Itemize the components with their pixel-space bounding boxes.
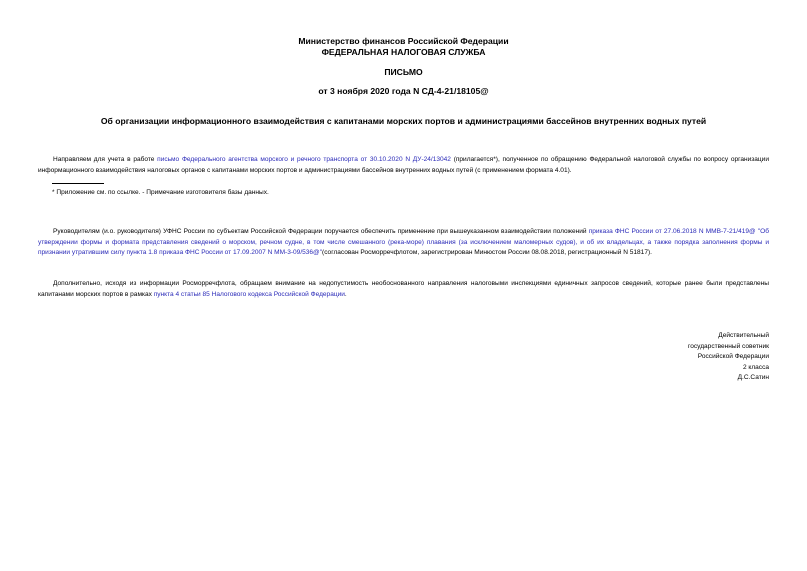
paragraph-3-text-a: Дополнительно, исходя из информации Росморречфлота, обращаем внимание на недопустимость необоснованного направления налоговыми инспекциями единичных запросов сведений, которые ранее были представлены капитанами морских портов в рамках: [38, 280, 769, 298]
ministry-name: Министерство финансов Российской Федерации: [298, 36, 509, 46]
paragraph-1: [38, 155, 769, 176]
signature-line-3: Российской Федерации: [697, 353, 769, 361]
signatory-name: Д.С.Сатин: [737, 374, 769, 382]
paragraph-2-text-b: (согласован Росморречфлотом, зарегистрирован Минюстом России 08.08.2018, регистрационный N 51817).: [322, 249, 652, 257]
signature-line-4: 2 класса: [742, 363, 769, 371]
footnote-separator: [52, 183, 104, 184]
paragraph-3: [38, 279, 769, 300]
tax-code-link[interactable]: пункта 4 статьи 85 Налогового кодекса Российской Федерации: [153, 290, 345, 298]
paragraph-1-text-b: (прилагается*), полученное по обращению Федеральной налоговой службы по вопросу организации информационного взаимодействия налоговых органов с капитанами морских портов и администрациями бассейнов внутренних водных путей (с применением формата 4.01).: [38, 156, 769, 174]
letter-link[interactable]: письмо Федерального агентства морского и речного транспорта от 30.10.2020 N ДУ-24/13042: [157, 156, 451, 163]
paragraph-1-text-a: Направляем для учета в работе: [53, 156, 158, 163]
signature-block: [688, 331, 769, 384]
signature-line-2: государственный советник: [688, 342, 769, 350]
paragraph-3-text-b: .: [344, 290, 347, 298]
signature-line-1: Действительный: [718, 332, 769, 339]
document-subject: Об организации информационного взаимодействия с капитанами морских портов и администрациями бассейнов внутренних водных путей: [100, 116, 707, 126]
service-name: ФЕДЕРАЛЬНАЯ НАЛОГОВАЯ СЛУЖБА: [321, 47, 486, 57]
document-type: ПИСЬМО: [384, 67, 423, 77]
paragraph-2-text-a: Руководителям (и.о. руководителя) УФНС России по субъектам Российской Федерации поручается обеспечить применение при вышеуказанном взаимодействии положений: [53, 228, 589, 235]
footnote: * Приложение см. по ссылке. - Примечание изготовителя базы данных.: [52, 189, 269, 196]
paragraph-2: [38, 227, 769, 259]
document-date-number: от 3 ноября 2020 года N СД-4-21/18105@: [318, 86, 489, 96]
order-link[interactable]: приказа ФНС России от 27.06.2018 N ММВ-7-21/419@ "Об утверждении формы и формата представления сведений о морском, речном судне, в том числе смешанного (река-море) плавания (за исключением маломерных судов), и об их владельцах, а также порядка заполнения формы и признании утратившим силу пункта 1.8 приказа ФНС России от 17.09.2007 N ММ-3-09/536@": [38, 228, 769, 257]
